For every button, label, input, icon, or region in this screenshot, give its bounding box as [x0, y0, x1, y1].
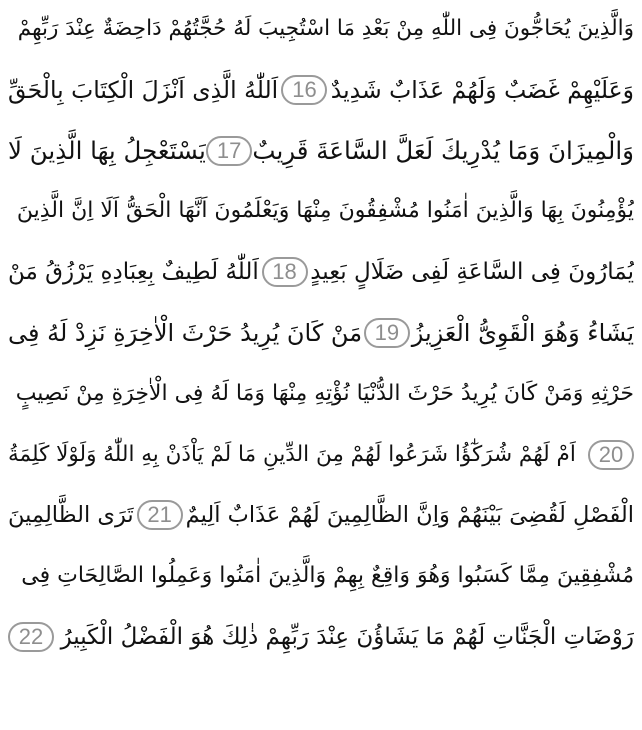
verse-segment: حَرْثِهِ وَمَنْ كَانَ يُرِيدُ حَرْثَ الدُّنْيَا نُؤْتِهِ مِنْهَا وَمَا لَهُ فِى الْاٰخِرَةِ مِنْ نَصِيبٍ: [15, 380, 634, 406]
text-line: [8, 304, 634, 362]
verse-segment: الْفَصْلِ لَقُضِىَ بَيْنَهُمْ وَاِنَّ الظَّالِمِينَ لَهُمْ عَذَابٌ اَلِيمٌ: [185, 502, 634, 529]
verse-segment: يَسْتَعْجِلُ بِهَا الَّذِينَ لَا: [8, 135, 206, 165]
ayah-number: 21: [137, 500, 183, 530]
ayah-number: 20: [588, 440, 634, 470]
verse-segment: اَللّٰهُ لَطِيفٌ بِعِبَادِهِ يَرْزُقُ مَنْ: [8, 259, 259, 286]
text-line: [8, 243, 634, 301]
text-line: [8, 365, 634, 423]
verse-segment: يُمَارُونَ فِى السَّاعَةِ لَفِى ضَلَالٍ بَعِيدٍ: [310, 259, 634, 286]
verse-segment: اَللّٰهُ الَّذِى اَنْزَلَ الْكِتَابَ بِالْحَقِّ: [8, 75, 279, 104]
ayah-number-marker: [262, 257, 308, 287]
verse-segment: وَالَّذِينَ يُحَاجُّونَ فِى اللّٰهِ مِنْ بَعْدِ مَا اسْتُجِيبَ لَهُ حُجَّتُهُمْ دَاحِضَةٌ عِنْدَ رَبِّهِمْ: [17, 16, 634, 41]
verse-segment: يُؤْمِنُونَ بِهَا وَالَّذِينَ اٰمَنُوا مُشْفِقُونَ مِنْهَا وَيَعْلَمُونَ اَنَّهَا الْحَقُّ اَلَا اِنَّ الَّذِينَ: [16, 198, 634, 224]
text-line: [8, 608, 634, 666]
verse-segment: وَعَلَيْهِمْ غَضَبٌ وَلَهُمْ عَذَابٌ شَدِيدٌ: [330, 75, 634, 104]
ayah-number: 17: [206, 136, 252, 166]
ayah-number: 19: [364, 318, 410, 348]
verse-segment: مُشْفِقِينَ مِمَّا كَسَبُوا وَهُوَ وَاقِعٌ بِهِمْ وَالَّذِينَ اٰمَنُوا وَعَمِلُوا الصَّالِحَاتِ فِى: [21, 563, 634, 589]
ayah-number-marker: [364, 318, 410, 348]
verse-segment: يَشَاءُ وَهُوَ الْقَوِىُّ الْعَزِيزُ: [411, 318, 634, 347]
text-line: [8, 486, 634, 544]
text-line: [8, 61, 634, 119]
ayah-number-marker: [206, 136, 252, 166]
verse-segment: اَمْ لَهُمْ شُرَكٰٓؤُا شَرَعُوا لَهُمْ مِنَ الدِّينِ مَا لَمْ يَاْذَنْ بِهِ اللّٰهُ وَلَوْلَا كَلِمَةُ: [8, 441, 576, 467]
ayah-number-marker: [8, 622, 54, 652]
text-line: [8, 547, 634, 605]
text-line: [8, 426, 634, 484]
text-line: [8, 0, 634, 58]
verse-segment: وَالْمِيزَانَ وَمَا يُدْرِيكَ لَعَلَّ السَّاعَةَ قَرِيبٌ: [252, 135, 634, 165]
verse-text-block: [8, 0, 634, 666]
ayah-number: 18: [262, 257, 308, 287]
ayah-number-marker: [281, 75, 327, 105]
verse-segment: تَرَى الظَّالِمِينَ: [8, 502, 134, 529]
verse-segment: رَوْضَاتِ الْجَنَّاتِ لَهُمْ مَا يَشَاؤُنَ عِنْدَ رَبِّهِمْ ذٰلِكَ هُوَ الْفَضْلُ الْكَبِيرُ: [60, 623, 634, 650]
ayah-number-marker: [137, 500, 183, 530]
ayah-number: 16: [281, 75, 327, 105]
text-line: [8, 182, 634, 240]
ayah-number-marker: [588, 440, 634, 470]
text-line: [8, 122, 634, 180]
verse-segment: مَنْ كَانَ يُرِيدُ حَرْثَ الْاٰخِرَةِ نَزِدْ لَهُ فِى: [8, 318, 363, 347]
ayah-number: 22: [8, 622, 54, 652]
